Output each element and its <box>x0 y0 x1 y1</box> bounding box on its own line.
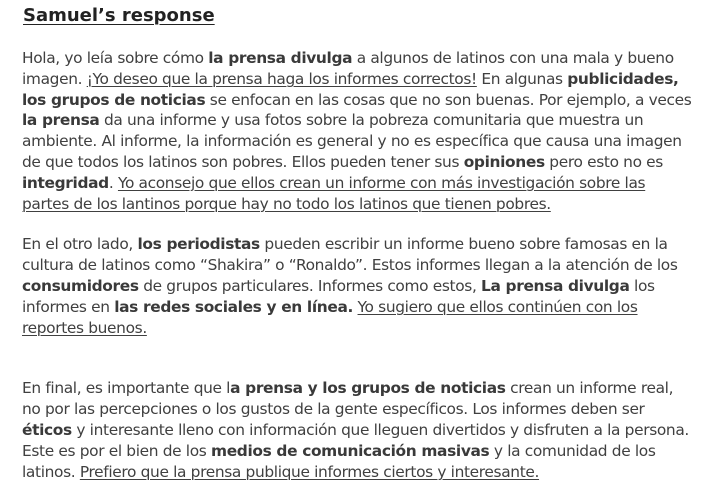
p2-bold-3: La prensa divulga <box>481 276 630 295</box>
p3-underlined-1: Prefiero que la prensa publique informes ciertos y interesante. <box>79 462 540 481</box>
p1-bold-5: integridad <box>22 173 109 192</box>
p2-text-1: En el otro lado, <box>22 235 138 254</box>
p1-text-6: pero esto no es <box>544 152 663 171</box>
p2-bold-4: las redes sociales y en línea. <box>114 297 353 316</box>
p2-text-2: pueden escribir un informe bueno sobre famosas en la cultura de latinos como “Shakira” o “Ronaldo”. Estos informes llegan a la atención de los <box>22 235 678 275</box>
p1-underlined-2: Yo aconsejo que ellos crean un informe con más investigación sobre las partes de los lantinos porque hay no todo los latinos que tienen pobres. <box>22 173 646 213</box>
p2-underlined-1: Yo sugiero que ellos continúen con los reportes buenos. <box>22 297 638 337</box>
p1-bold-1: la prensa divulga <box>208 49 353 67</box>
p3-text-4: y la comunidad de los latinos. <box>22 441 656 481</box>
p3-text-2: crean un informe real, no por las percepciones o los gustos de la gente específicos. Los informes deben ser <box>22 379 674 419</box>
p3-text-3: y interesante lleno con información que lleguen divertidos y disfruten a la persona. Este es por el bien de los <box>22 420 689 460</box>
p3-bold-1: a prensa y los grupos de noticias <box>230 379 506 398</box>
p1-text-2: a algunos de latinos con una mala y bueno imagen. <box>22 49 674 88</box>
p1-text-1: Hola, yo leía sobre cómo <box>22 49 209 67</box>
paragraph-2 <box>22 234 693 338</box>
p1-bold-4: opiniones <box>463 152 545 171</box>
p1-text-3: En algunas <box>476 69 568 88</box>
p1-text-5: da una informe y usa fotos sobre la pobreza comunitaria que muestra un ambiente. Al informe, la información es general y no es específica que causa una imagen de que todos los latinos son pobres. Ellos pueden tener sus <box>22 111 682 171</box>
p3-bold-2: éticos <box>22 420 72 439</box>
paragraph-1 <box>22 48 693 214</box>
p2-bold-1: los periodistas <box>137 235 260 254</box>
p1-underlined-1: ¡Yo deseo que la prensa haga los informes correctos! <box>86 69 477 88</box>
p2-text-4: los informes en <box>22 276 655 316</box>
p1-bold-2: publicidades, los grupos de noticias <box>22 69 679 109</box>
paragraph-3 <box>22 378 693 482</box>
p1-bold-3: la prensa <box>22 111 100 130</box>
p3-bold-3: medios de comunicación masivas <box>211 441 490 460</box>
response-title: Samuel’s response <box>23 5 215 26</box>
p3-text-1: En final, es importante que l <box>22 379 231 398</box>
p2-text-3: de grupos particulares. Informes como estos, <box>138 276 482 295</box>
p1-text-7: . <box>108 173 118 192</box>
p2-bold-2: consumidores <box>22 276 139 295</box>
p1-text-4: se enfocan en las cosas que no son buenas. Por ejemplo, a veces <box>205 90 692 109</box>
